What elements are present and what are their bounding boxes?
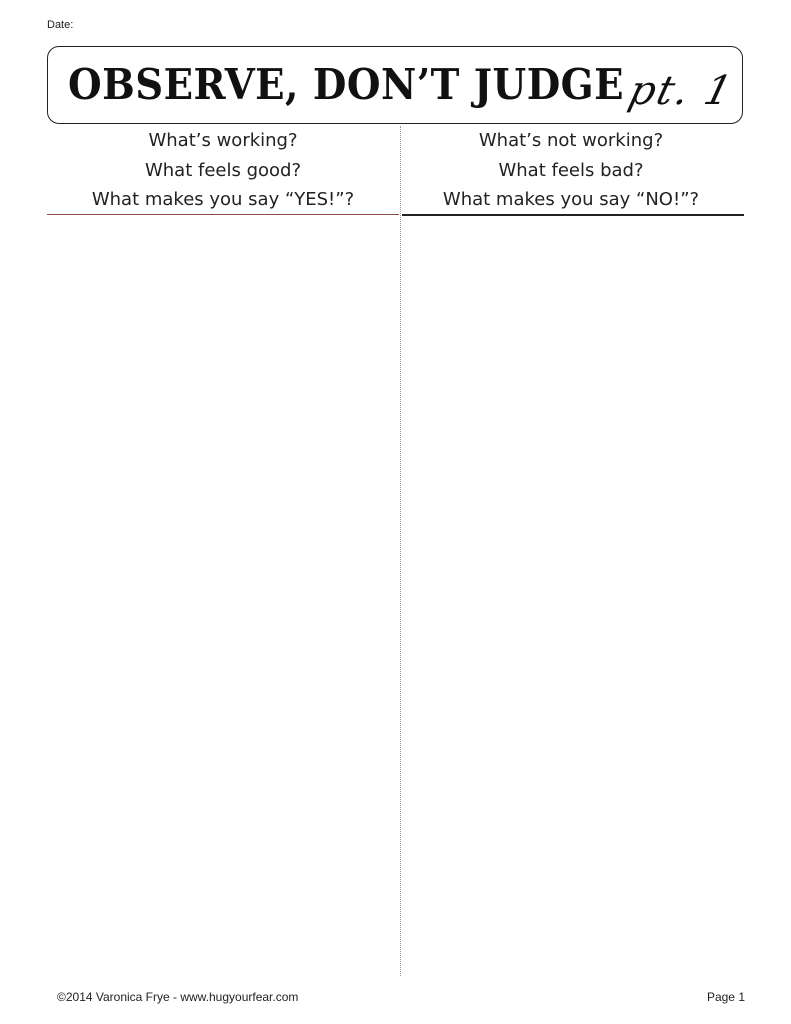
footer-page-number: Page 1 [706, 990, 745, 1004]
right-header-rule [402, 214, 744, 216]
footer-copyright: ©2014 Varonica Frye - www.hugyourfear.com [57, 990, 299, 1004]
page-title-part: pt. 1 [624, 68, 739, 114]
right-prompt-2: What feels bad? [498, 159, 644, 181]
left-column-header [47, 126, 399, 215]
left-prompt-1: What’s working? [148, 130, 298, 151]
date-label: Date: [47, 19, 74, 31]
right-prompt-3: What makes you say “NO!”? [442, 189, 700, 210]
title-banner [47, 46, 743, 124]
right-prompt-1: What’s not working? [478, 130, 664, 151]
left-header-rule [47, 214, 399, 215]
page-title: OBSERVE, DON’T JUDGE [68, 60, 625, 109]
left-prompt-3: What makes you say “YES!”? [91, 189, 355, 210]
column-divider [400, 126, 401, 976]
left-prompt-2: What feels good? [144, 159, 302, 181]
right-column-header [395, 126, 747, 215]
